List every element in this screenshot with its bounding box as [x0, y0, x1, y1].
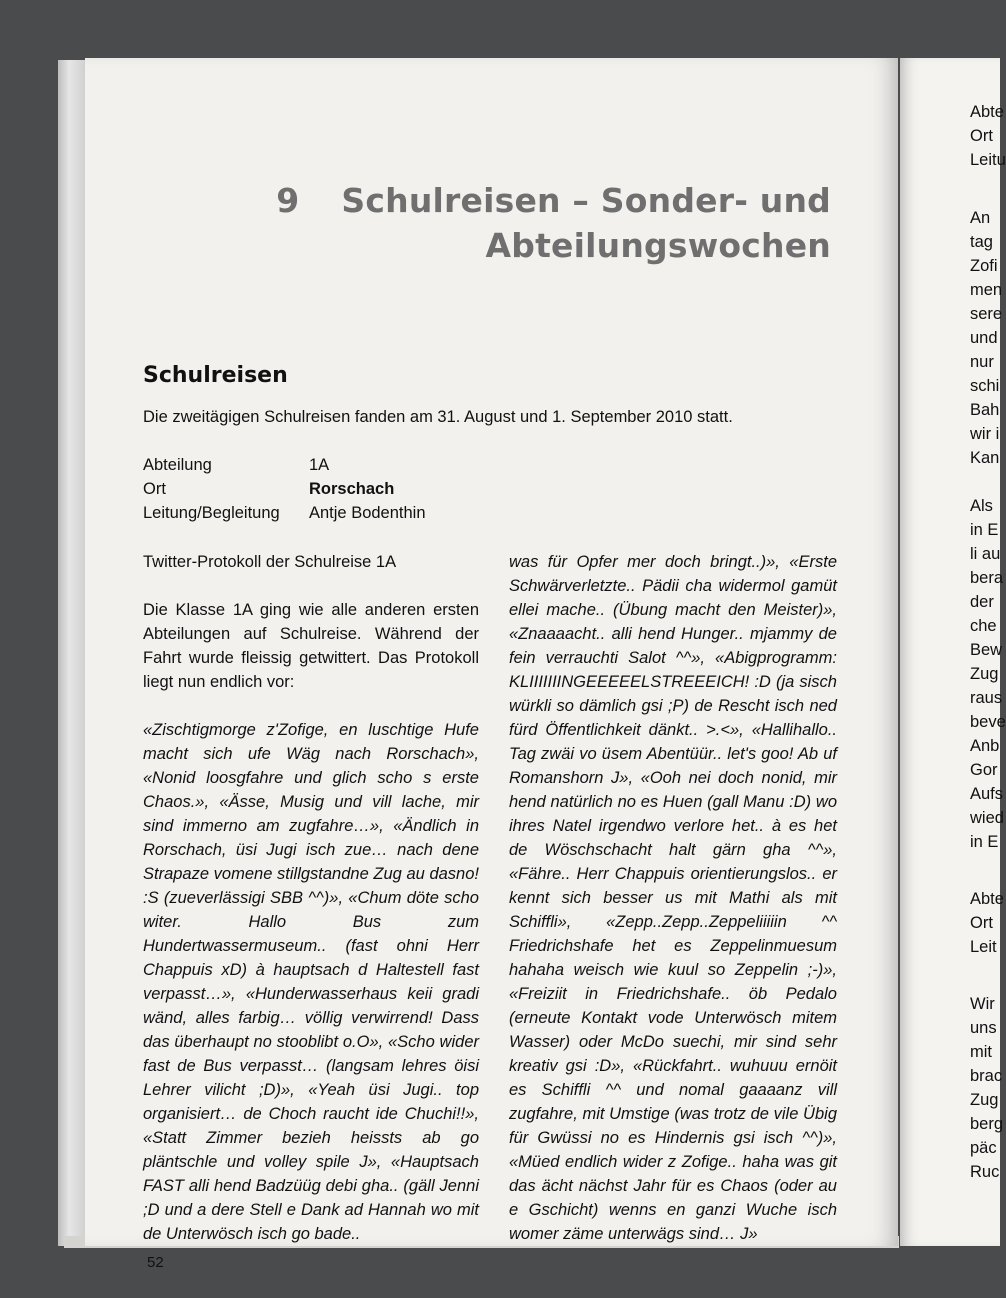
right-page-fragment: in E	[970, 833, 999, 851]
right-page-fragment: raus	[970, 689, 1003, 707]
page-stack-edge	[58, 60, 86, 1246]
right-page-fragment: Abte	[970, 103, 1004, 121]
right-page-fragment: päc	[970, 1139, 997, 1157]
right-page-fragment: uns	[970, 1019, 997, 1037]
right-page-fragment: Ort	[970, 914, 993, 932]
right-page-fragment: Leit	[970, 938, 997, 956]
quote-text-left: «Zischtigmorge z'Zofige, en luschtige Hufe macht sich ufe Wäg nach Rorschach», «Nonid loosgfahre und glich scho s erste Chaos.», «Ässe, Musig und vill lache, mir sind immerno am zugfahre…», «Ändlich in Rorschach, üsi Jugi isch zue… nach dene Strapaze vomene stillgstandne Zug au dasno! :S (zueverlässigi SBB ^^)», «Chum döte scho witer. Hallo Bus zum Hundertwassermuseum.. (fast ohni Herr Chappuis xD) à hauptsach d Haltestell fast verpasst…», «Hunderwasserhaus keii gradi wänd, alles farbig… völlig verwirrend! Dass das überhaupt no stooblibt o.O», «Scho wider fast de Bus verpasst… (langsam lehres öisi Lehrer vilicht ;D)», «Yeah üsi Jugi.. top organisiert… de Choch raucht ide Chuchi!!», «Statt Zimmer bezieh heissts ab go pläntschle und volley spile J», «Hauptsach FAST alli hend Badzüüg debi gha.. (gäll Jenni ;D und a dere Stell e Dank ad Hannah wo mit de Unterwösch isch go bade..	[143, 721, 479, 1243]
trip-meta-table	[141, 453, 426, 525]
right-page-fragment: nur	[970, 353, 994, 371]
meta-key: Leitung/Begleitung	[143, 504, 280, 522]
right-page-fragment: und	[970, 329, 998, 347]
right-page-fragment: Bew	[970, 641, 1003, 659]
meta-value: Antje Bodenthin	[309, 504, 426, 522]
right-page-fragment: Zug	[970, 1091, 999, 1109]
right-page-fragment: Anb	[970, 737, 1000, 755]
right-page-fragment: der	[970, 593, 994, 611]
right-page-fragment: tag	[970, 233, 993, 251]
right-page-fragment: bera	[970, 569, 1004, 587]
right-page-fragment: Bah	[970, 401, 1000, 419]
right-page-fragment: Zug	[970, 665, 999, 683]
right-page-fragment: Gor	[970, 761, 998, 779]
right-page-fragment: wir i	[970, 425, 1000, 443]
text-column-right	[509, 550, 837, 1246]
right-page-fragment: mit	[970, 1043, 992, 1061]
meta-value: Rorschach	[309, 480, 395, 498]
right-page-fragment: Kan	[970, 449, 1000, 467]
page-number: 52	[147, 1254, 164, 1271]
right-page-fragment: An	[970, 209, 991, 227]
chapter-title-line2: Abteilungswochen	[485, 226, 831, 265]
right-page-fragment: Aufs	[970, 785, 1004, 803]
right-page-fragment: Ruc	[970, 1163, 1000, 1181]
right-page-fragment: Abte	[970, 890, 1004, 908]
section-heading: Schulreisen	[143, 363, 288, 388]
left-page	[85, 58, 898, 1271]
right-page-fragment: berg	[970, 1115, 1004, 1133]
meta-row	[141, 501, 426, 525]
text-column-left	[143, 550, 479, 1246]
right-page	[900, 58, 1006, 1246]
right-page-fragment: sere	[970, 305, 1003, 323]
right-page-fragment: Ort	[970, 127, 993, 145]
meta-row	[141, 453, 426, 477]
meta-value: 1A	[309, 456, 330, 474]
right-page-fragment: men	[970, 281, 1003, 299]
right-page-fragment: beve	[970, 713, 1006, 731]
right-page-fragment: Zofi	[970, 257, 998, 275]
article-heading: Twitter-Protokoll der Schulreise 1A	[143, 553, 397, 571]
right-page-fragment: in E	[970, 521, 999, 539]
right-page-fragment: li au	[970, 545, 1001, 563]
section-intro: Die zweitägigen Schulreisen fanden am 31. August und 1. September 2010 statt.	[143, 408, 733, 426]
quote-text-right: was für Opfer mer doch bringt..)», «Erste Schwärverletzte.. Pädii cha widermol gamüt ellei mache.. (Übung macht den Meister)», «Znaaaacht.. alli hend Hunger.. mjammy de fein verrauchti Salot ^^», «Abigprogramm: KLIIIIIIINGEEEEELSTREEEICH! :D (ja sisch würkli so dämlich gsi ;P) de Rescht isch ned fürd Öffentlichkeit dänkt.. >.<», «Hallihallo.. Tag zwäi vo üsem Abentüür.. let's goo! Ab uf Romanshorn J», «Ooh nei doch nonid, mir hend natürlich no es Huen (gall Manu :D) wo ihres Natel irgendwo verlore het.. à es het de Wöschschacht halt gärn gha ^^», «Fähre.. Herr Chappuis orientierungslos.. er kennt sich besser us mit Mathi als mit Schiffli», «Zepp..Zepp..Zeppeliiiiin ^^ Friedrichshafe het es Zeppelinmuesum hahaha weisch wie kuul so Zeppelin ;-)», «Freiziit in Friedrichshafe.. öb Pedalo (erneute Kontakt vode Unterwösch mitem Wasser) oder McDo suechi, mir sind sehr kreativ gsi :D», «Rückfahrt.. wuhuuu ernöit es Schiffli ^^ und nomal gaaaanz vill zugfahre, mit Umstige (was trotz de vile Übig für Gwüssi no es Hindernis gsi isch ^^)», «Müed endlich wider z Zofige.. haha was git das ächt nächst Jahr für es Chaos (oder au e Gschicht) wenns en ganzi Wuche isch womer zäme unterwägs sind… J»	[509, 553, 837, 1243]
right-page-fragment: wied	[970, 809, 1004, 827]
chapter-title	[276, 178, 831, 268]
meta-row	[141, 477, 426, 501]
article-body: Die Klasse 1A ging wie alle anderen ersten Abteilungen auf Schulreise. Während der Fahrt wurde fleissig getwittert. Das Protokoll liegt nun endlich vor:	[143, 601, 479, 691]
meta-key: Ort	[143, 480, 166, 498]
right-page-fragment: Leitu	[970, 151, 1006, 169]
right-page-fragment: che	[970, 617, 997, 635]
right-page-fragment: schi	[970, 377, 1000, 395]
right-page-fragment: Als	[970, 497, 993, 515]
chapter-number: 9	[276, 181, 300, 220]
chapter-title-line1: Schulreisen – Sonder- und	[341, 181, 831, 220]
right-page-fragment: brac	[970, 1067, 1003, 1085]
meta-key: Abteilung	[143, 456, 212, 474]
right-page-fragment: Wir	[970, 995, 995, 1013]
